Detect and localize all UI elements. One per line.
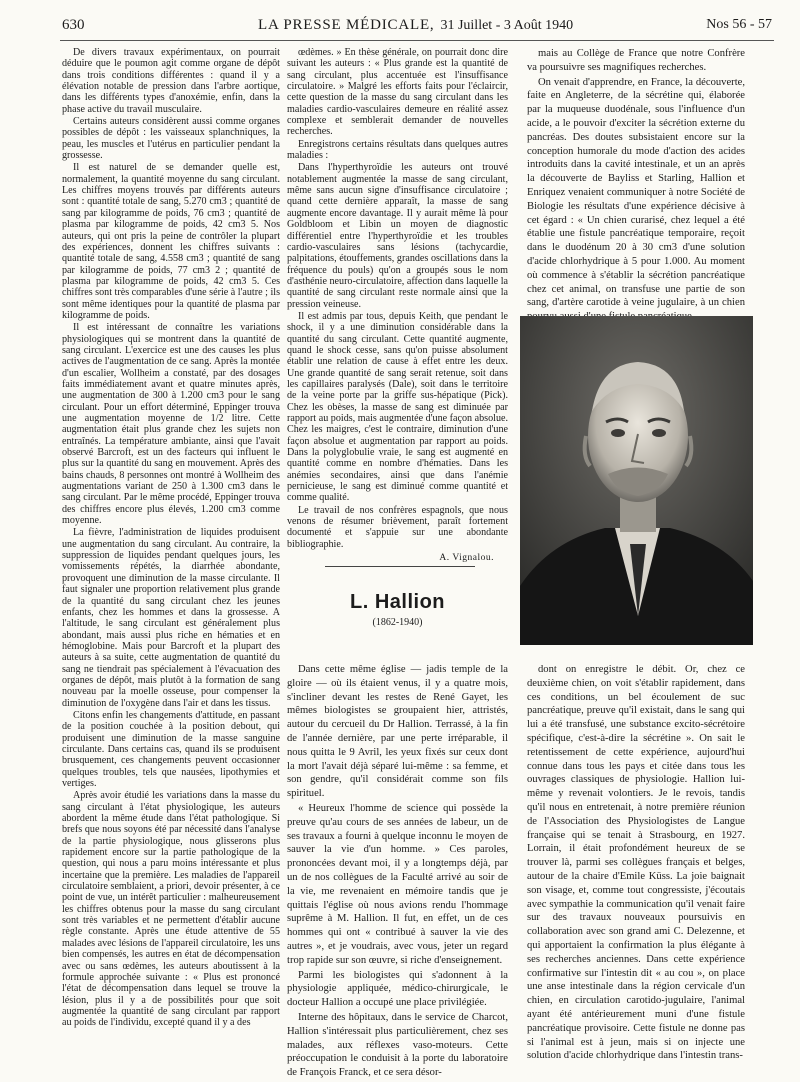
paragraph: mais au Collège de France que notre Confrère va poursuivre ses magnifiques recherches. bbox=[527, 48, 745, 73]
obituary-column-3-bottom bbox=[527, 663, 745, 1062]
issue-number: Nos 56 - 57 bbox=[706, 17, 772, 32]
paragraph: La fièvre, l'administration de liquides produisent une augmentation du sang circulant. Au contraire, la suppression de liquides pendant quelques jours, les vomissements répétés, la diarrhée abondante, provoquent une diminution de la masse circulante. Il faut signaler une proportion relativement plus grande de la quantité du sang circulant chez les jeunes enfants, chez les hommes et dans la grossesse. A l'altitude, le sang circulant est généralement plus abondant, mais aussi plus riche en hématies et en hémoglobine. Mais pour Barcroft et la plupart des auteurs à sa suite, cette augmentation de quantité du sang ne tiendrait pas spécialement à l'évacuation des organes de dépôt, mais plutôt à la formation de sang nouveau par la moelle osseuse, pour compenser la diminution de l'oxygène dans l'air et dans les tissus. bbox=[62, 527, 280, 709]
author-signature: A. Vignalou. bbox=[439, 553, 494, 564]
column-2-article-end bbox=[287, 47, 508, 597]
paragraph: Dans cette même église — jadis temple de la gloire — où ils étaient venus, il y a quatre mois, s'incliner devant les restes de René Gayet, les mêmes biologistes se groupaient hier, attristés, autour du cercueil du Dr Hallion. Terrassé, à la fin de l'année dernière, par une perte irréparable, il nous quitta le 9 Avril, les yeux fixés sur ceux dont la mort l'avait déjà séparé lui-même : sa femme, et son gendre, qu'il considérait comme son fils spirituel. bbox=[287, 664, 508, 800]
paragraph: Il est intéressant de connaître les variations physiologiques qui se montrent dans la quantité de sang circulant. L'exercice est une des causes les plus actives de l'augmentation de ce sang. Après la montée d'un escalier, Wollheim a constaté, par des dosages faits immédiatement avant et quatre minutes après, une augmentation de 300 à 1.200 cm3 pour le sang circulant. Pour un effort déterminé, Eppinger trouva une augmentation moyenne de 1/2 litre. Cette augmentation était plus grande chez les sujets non entraînés. La température ambiante, ainsi que l'avait observé Barcroft, est un des facteurs qui influent le plus sur la quantité du sang en mouvement. Après des bains chauds, 8 personnes ont montré à Wollheim des augmentations variant de 250 à 1.300 cm3 dans le sang circulant. Par le même procédé, Eppinger trouva des chiffres encore plus élevés, 1.200 cm3 comme moyenne. bbox=[62, 322, 280, 527]
obituary-column-2 bbox=[287, 663, 508, 1079]
obituary-dates: (1862-1940) bbox=[372, 617, 423, 628]
paragraph: Dans l'hyperthyroïdie les auteurs ont trouvé notablement augmentée la masse de sang circulant, même sans aucun signe d'insuffisance circulatoire ; quand cette dernière apparaît, la masse de sang augmente encore davantage. Il y aurait même là pour Goldbloom et Libin un moyen de diagnostic différentiel entre l'hyperthyroïdie et les troubles cardio-vasculaires sans lésions (tachycardie, palpitations, étouffements, grandes oscillations dans la fréquence du pouls) qu'on a groupés sous le nom d'asthénie neuro-circulatoire, affection dans laquelle la quantité de sang circulant reste normale ainsi que la pression veineuse. bbox=[287, 162, 508, 310]
paragraph: Citons enfin les changements d'attitude, en passant de la position couchée à la position debout, qui produisent une diminution de la masse sanguine circulante. Dans certains cas, quand ils se produisent brusquement, ces changements peuvent occasionner quelques troubles, tels que nausées, lipothymies et vertiges. bbox=[62, 709, 280, 789]
column-1 bbox=[62, 47, 280, 1052]
obituary-title: L. Hallion bbox=[350, 591, 445, 613]
page-header bbox=[62, 17, 772, 39]
paragraph: Après avoir étudié les variations dans la masse du sang circulant à l'état physiologique, les auteurs abordent la même étude dans l'état pathologique. Si brefs que nous soyons été par nécessité dans l'analyse de la partie physiologique, nous glisserons plus rapidement encore sur la partie pathologique de la question, qui nous a paru moins intéressante et plus incertaine que la première. Les maladies de l'appareil circulatoire semblaient, a priori, devoir présenter, à ce point de vue, un intérêt particulier : malheureusement les chiffres obtenus pour la masse du sang circulant sont très variables et ne permettent d'établir aucune règle constante. Après une étude attentive de 55 malades avec lésions de l'appareil circulatoire, les uns bien compensés, les autres en état de décompensation avec ou sans œdèmes, les auteurs aboutissent à la formule approchée suivante : « Plus est prononcé l'état de décompensation dans lequel se trouve la lésion, plus il y a de possibilités pour que soit augmentée la quantité de sang circulant par rapport au poids de l'individu, excepté quand il y a des bbox=[62, 790, 280, 1029]
header-rule bbox=[60, 40, 774, 41]
paragraph: Le travail de nos confrères espagnols, que nous venons de résumer brièvement, paraît fortement documenté et s'appuie sur une abondante bibliographie. bbox=[287, 504, 508, 550]
paragraph: dont on enregistre le débit. Or, chez ce deuxième chien, on voit s'établir rapidement, dans ces conditions, un bel écoulement de suc pancréatique, preuve qu'il existait, dans le sang qui lui a été transfusé, une substance excito-sécrétoire spécifique, c'est-à-dire la sécrétine ». On sait le retentissement de cette expérience, aujourd'hui connue dans tous les pays et citée dans tous les ouvrages classiques de physiologie. Hallion lui-même y revenait volontiers. Je le revois, tandis qu'il nous en entretenait, à notre première réunion de l'Association des Physiologistes de Langue française qui se tenait à Strasbourg, en 1927. Lorrain, il était profondément heureux de se trouver là, parmi ses collègues français et belges, autour de la chaire d'Emile Küss. La joie baignait son visage, et, comme tout congressiste, j'écoutais avec sympathie la communication qu'il venait faire sur des travaux nouveaux poursuivis en collaboration avec son grand ami C. Delezenne, et qui apportaient la confirmation la plus élégante à ses recherches anciennes. Dans cette expérience confirmative sur l'intestin dit « au cou », on place une anse intestinale dans la région cervicale d'un chien, en circulation carotido-jugulaire, l'animal ayant été antérieurement muni d'une fistule pancréatique provisoire. Cette fistule ne donne pas si l'animal est à jeun, mais si on injecte une solution d'acide chlorhydrique dans l'intestin trans- bbox=[527, 664, 745, 1062]
journal-name: LA PRESSE MÉDICALE, bbox=[258, 17, 435, 33]
paragraph: Il est admis par tous, depuis Keith, que pendant le shock, il y a une diminution considérable dans la quantité du sang circulant. Cette quantité augmente, quand le shock cesse, sans qu'on puisse absolument établir une relation de cause à effet entre les deux. Une grande quantité de sang serait retenue, soit dans les capillaires paralysés (Dale), soit dans le territoire de la veine porte par la griffe sus-hépatique (Pick). Chez les obèses, la masse de sang est diminuée par rapport au poids, mais augmentée d'une façon absolue. Chez les maigres, c'est le contraire, diminution d'une façon absolue et augmentation par rapport au poids. Dans la polyglobulie vraie, le sang est augmenté en quantité comme en nombre d'hématies. Dans les anémies secondaires, ainsi que dans l'anémie pernicieuse, le sang est diminué comme quantité et comme qualité. bbox=[287, 310, 508, 504]
page-number: 630 bbox=[62, 17, 85, 33]
journal-title bbox=[258, 17, 573, 34]
paragraph: Certains auteurs considèrent aussi comme organes possibles de dépôt : les vaisseaux splanchniques, la peau, les muscles et l'utérus en particulier pendant la grossesse. bbox=[62, 116, 280, 162]
paragraph: On venait d'apprendre, en France, la découverte, faite en Angleterre, de la sécrétine qui, élaborée par la muqueuse duodénale, sous l'influence d'un acide, a le pouvoir d'exciter la sécrétion externe du pancréas. Des doutes subsistaient encore sur la conception humorale du mode d'action des acides introduits dans la cavité intestinale, et un an après la découverte de Bayliss et Starling, Hallion et Enriquez venaient communiquer à notre Société de Biologie les résultats d'une expérience décisive à cet égard : « Un chien curarisé, chez lequel a été établie une fistule pancréatique temporaire, reçoit dans le duodénum 20 à 30 cm3 d'une solution d'acide chlorhydrique à 5 pour 1.000. Au moment où commence à s'établir la sécrétion pancréatique chez cet animal, on transfuse une partie de son sang, d'artère carotide à veine jugulaire, à un chien bbox=[527, 76, 745, 309]
paragraph: « Heureux l'homme de science qui possède la preuve qu'au cours de ses années de labeur, un de ses travaux a fourni à quelque inconnu le moyen de sauver la vie d'un homme. » Ces paroles, prononcées devant moi, il y a longtemps déjà, par un de nos collègues de la Faculté arrivé au soir de la vie, me revenaient en mémoire tandis que je quittais l'église où nous avions rendu l'hommage suprême à M. Hallion. Il fut, en effet, un de ces hommes qui ont « contribué à sauver la vie des autres », et je voudrais, avec vous, jeter un regard trop rapide sur son œuvre, si riche d'enseignement. bbox=[287, 802, 508, 966]
paragraph: Enregistrons certains résultats dans quelques autres maladies : bbox=[287, 138, 508, 162]
paragraph: Interne des hôpitaux, dans le service de Charcot, Hallion s'intéressait plus particulièrement, chez ses malades, aux réflexes vaso-moteurs. Cette préoccupation le conduisit à la porte du laboratoire de François Franck, et ce sera désor- bbox=[287, 1011, 508, 1079]
section-separator bbox=[325, 566, 475, 567]
paragraph: De divers travaux expérimentaux, on pourrait déduire que le poumon agit comme organe de dépôt dans trois conditions différentes : quand il y a élévation notable de pression dans l'arbre aortique, dans les différents types d'anoxémie, enfin, dans la phase active du travail musculaire. bbox=[62, 47, 280, 115]
issue-date: 31 Juillet - 3 Août 1940 bbox=[440, 18, 574, 33]
obituary-column-3-top bbox=[527, 47, 745, 307]
paragraph: Il est naturel de se demander quelle est, normalement, la quantité moyenne du sang circulant. Les chiffres moyens trouvés par différents auteurs sont : quantité totale de sang, 5.270 cm3 ; quantité de sang par kilogramme de poids, 76 cm3 ; quantité de plasma par kilogramme de poids, 42 cm3 5. Nos auteurs, qui ont pris la peine de contrôler la plupart des expériences, donnent les chiffres suivants : quantité totale de sang, 4.558 cm3 ; quantité de sang par kilogramme de poids, 77 cm3 2 ; quantité de plasma par kilogramme de poids, 42 cm3 5. Ces chiffres sont très comparables d'une série à l'autre ; ils sont même identiques pour la quantité de plasma par kilogramme de poids. bbox=[62, 162, 280, 321]
paragraph: œdèmes. » En thèse générale, on pourrait donc dire suivant les auteurs : « Plus grande est la quantité de sang circulant, plus accentuée est l'insuffisance circulatoire. » Malgré les efforts faits pour l'éclaircir, cette question de la masse du sang circulant dans les maladies cardio-vasculaires demeure en réalité assez complexe et semblerait demander de nouvelles recherches. bbox=[287, 47, 508, 138]
portrait-photo bbox=[520, 316, 753, 645]
paragraph: Parmi les biologistes qui s'adonnent à la physiologie appliquée, médico-chirurgicale, le docteur Hallion a occupé une place privilégiée. bbox=[287, 969, 508, 1009]
portrait-illustration bbox=[520, 316, 753, 645]
